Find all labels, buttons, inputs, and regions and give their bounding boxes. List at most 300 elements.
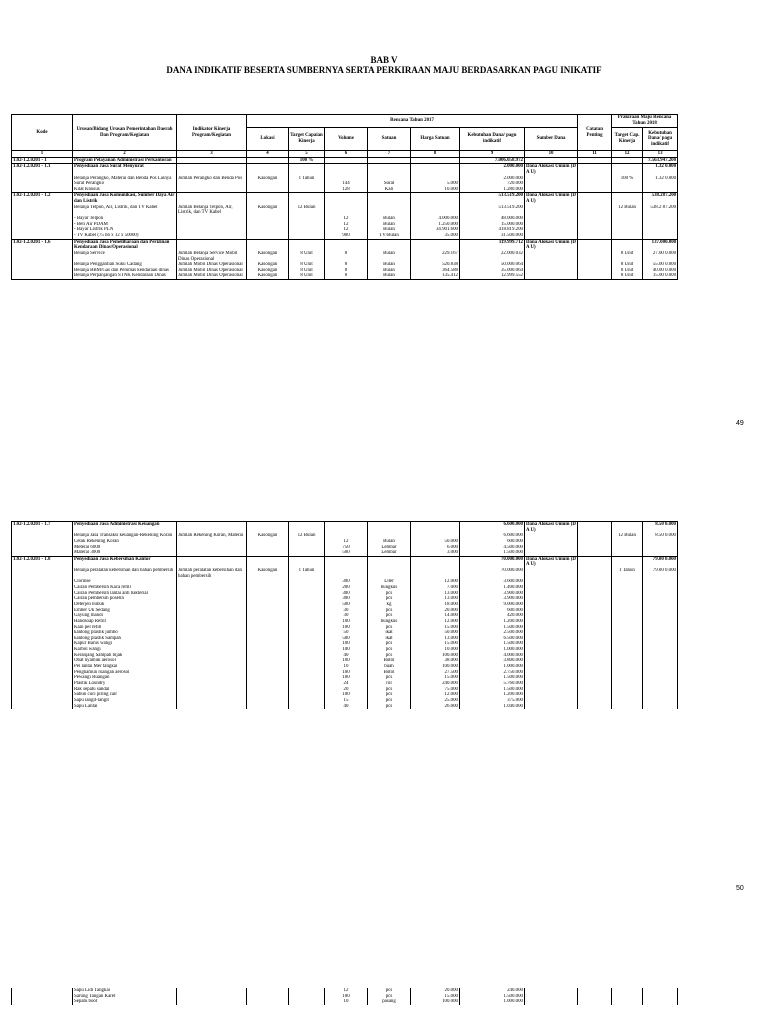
table-row [12,568,678,579]
cell-target: 8 Unit [289,268,325,274]
cell-sumber [525,273,578,279]
cell-kebutuhan-2018: 1.32 0.000 [643,164,678,176]
cell-kebutuhan: 600.000 [460,539,525,545]
cell-volume: 300 [325,579,368,585]
cell-urusan: Materai 3000 [73,550,177,556]
cell-kebutuhan: 4.500.000 [460,545,525,551]
cell-satuan: TV/Bulan [368,233,411,239]
cell-urusan: Sapu Lantai [73,704,177,710]
cell-urusan: - TV Kabel (75 bh x 12 x 50000) [73,233,177,239]
col-number: 10 [525,151,578,158]
budget-table-page-3 [11,988,678,1005]
cell-sumber [525,704,578,710]
col-catatan: Catatan Penting [578,115,612,151]
cell-satuan: kg [368,602,411,608]
cell-harga: 50.000 [411,630,460,636]
cell-satuan [368,193,411,205]
cell-harga: 38.000 [411,658,460,664]
cell-volume: 12 [325,227,368,233]
cell-kebutuhan: 600.000 [460,608,525,614]
cell-target [289,239,325,251]
cell-sumber: Dana Alokasi Umum (D A U) [526,239,576,251]
cell-urusan: Cairan pembersih poselin [73,596,177,602]
cell-satuan: bungkus [368,619,411,625]
cell-harga: 100.000 [411,999,460,1005]
cell-target-cap [612,164,643,176]
cell-harga: 50.000 [411,539,460,545]
cell-kebutuhan-2018: 7.563.947.200 [643,157,678,164]
cell-lokasi [247,193,289,205]
cell-catatan [578,522,612,534]
cell-urusan: Handsoap Refill [73,619,177,625]
cell-harga: 14.000 [411,613,460,619]
cell-lokasi [247,522,289,534]
cell-volume: 8 [325,273,368,279]
cell-urusan: Meterai 6000 [73,545,177,551]
col-kode: Kode [12,115,73,151]
cell-volume: 24 [325,681,368,687]
table-row [12,239,678,251]
table-row [12,193,678,205]
cell-urusan: Pewangi Ruangan [73,675,177,681]
col-urusan: Urusan/Bidang Urusan Pemerintahan Daerah Dan Program/Kegiatan [73,115,177,151]
cell-target: 1 Tahun [289,176,325,182]
col-number: 11 [578,151,612,158]
cell-harga [411,205,460,216]
cell-target: 8 Unit [289,262,325,268]
cell-volume: 100 [325,647,368,653]
col-indikator: Indikator Kinerja Program/Kegiatan [177,115,247,151]
cell-harga [411,157,460,164]
cell-volume: 12 [325,539,368,545]
cell-urusan: Gayung mandi [73,613,177,619]
cell-indikator: Jumlah Rekening Koran, Materai [177,533,247,539]
cell-urusan: Program Pelayanan Administrasi Perkantoran [73,157,177,164]
cell-kebutuhan: 240.000 [460,988,525,994]
cell-volume: 100 [325,658,368,664]
cell-catatan [578,239,612,251]
cell-volume: 100 [325,641,368,647]
cell-kebutuhan: 3.900.000 [460,596,525,602]
cell-kebutuhan: 6.600.000 [460,522,525,534]
cell-satuan: pcs [368,591,411,597]
cell-harga: 15.000 [411,994,460,1000]
cell-urusan: Rak sepatu sandal [73,687,177,693]
chapter-title: DANA INDIKATIF BESERTA SUMBERNYA SERTA PERKIRAAN MAJU BERDASARKAN PAGU INIKATIF [166,65,602,75]
cell-harga: 229.167 [411,251,460,262]
cell-target-cap [612,556,643,568]
cell-volume: 750 [325,545,368,551]
cell-target [289,704,325,710]
cell-target-cap [612,193,643,205]
cell-satuan: pcs [368,608,411,614]
cell-kebutuhan: 9.000.000 [460,602,525,608]
cell-urusan: - Beli Air PDAM [73,222,177,228]
cell-kebutuhan-2018: 79.00 0.000 [643,556,678,568]
cell-satuan [368,164,411,176]
cell-kebutuhan: 4.000.000 [460,653,525,659]
cell-satuan: pcs [368,988,411,994]
cell-harga: 240.000 [411,681,460,687]
cell-kebutuhan-2018: 137.000.000 [643,239,678,251]
cell-catatan [578,273,612,279]
cell-target-cap: 12 Bulan [612,533,643,539]
cell-kebutuhan-2018: 40.00 0.000 [643,268,678,274]
page-number: 49 [736,420,744,427]
cell-volume: 12 [325,216,368,222]
cell-lokasi: Kasongan [247,273,289,279]
cell-kebutuhan-2018: 79.00 0.000 [643,568,678,579]
cell-kebutuhan: 2.000.000 [460,164,525,176]
cell-lokasi [247,239,289,251]
cell-harga: 13.000 [411,596,460,602]
cell-urusan: Cairan Pembersih Kaca refill [73,585,177,591]
cell-kebutuhan: 7.006.058.972 [460,157,525,164]
cell-harga: 13.000 [411,591,460,597]
cell-kebutuhan: 6.600.000 [460,533,525,539]
cell-satuan: pcs [368,647,411,653]
table-row [12,205,678,216]
cell-urusan: Cetak Rekening Koran [73,539,177,545]
cell-kebutuhan: 1.400.000 [460,585,525,591]
cell-kebutuhan: 2.000.000 [460,176,525,182]
cell-volume [325,522,368,534]
cell-volume [325,205,368,216]
cell-volume: 500 [325,602,368,608]
cell-lokasi: Kasongan [247,268,289,274]
cell-urusan: Keranjang Sampah bijak [73,653,177,659]
cell-urusan: Clorinse [73,579,177,585]
cell-sumber: Dana Alokasi Umum (D A U) [526,556,576,568]
cell-kebutuhan: 1.280.000 [460,187,525,193]
cell-kebutuhan: 22.000.032 [460,251,525,262]
cell-satuan: ikat [368,630,411,636]
cell-kebutuhan: 2.750.000 [460,670,525,676]
cell-kode: 1.02-1.2.0201 - 1.6 [12,239,73,251]
cell-satuan: Bulan [368,222,411,228]
budget-table-page-1 [11,114,678,280]
cell-harga: 15.000 [411,641,460,647]
cell-volume: 100 [325,692,368,698]
cell-satuan: Kali [368,187,411,193]
col-satuan: Satuan [368,128,411,151]
cell-harga: 12.000 [411,579,460,585]
cell-volume [325,568,368,579]
cell-satuan [368,556,411,568]
cell-target-cap: 12 Bulan [612,205,643,216]
cell-urusan: Sapu langit-langit [73,698,177,704]
cell-kode [12,704,73,710]
cell-lokasi [247,704,289,710]
table-body [12,988,678,1005]
cell-satuan: pcs [368,653,411,659]
cell-lokasi [247,164,289,176]
cell-volume: 50 [325,630,368,636]
cell-satuan [368,157,411,164]
cell-satuan: pcs [368,994,411,1000]
cell-satuan: pcs [368,698,411,704]
cell-kebutuhan: 1.500.000 [460,625,525,631]
cell-kebutuhan: 2.500.000 [460,630,525,636]
cell-harga: 18.000 [411,602,460,608]
cell-target-cap: 1 Tahun [612,568,643,579]
cell-kebutuhan: 3.800.000 [460,658,525,664]
cell-urusan: Kilat Khusus [73,187,177,193]
cell-satuan: pcs [368,596,411,602]
cell-urusan: Belanja Jasa Transaksi keuangan-Rekening Koran [73,533,177,539]
cell-urusan: - Bayar Telpon [73,216,177,222]
cell-kebutuhan: 12.999.552 [460,273,525,279]
cell-volume: 100 [325,625,368,631]
cell-volume [325,164,368,176]
table-row [12,251,678,262]
cell-target: 12 Bulan [289,533,325,539]
cell-volume: 12 [325,222,368,228]
cell-urusan: Sabun cuci piring cair [73,692,177,698]
cell-indikator: Jumlah Mobil Dinas Operasional [177,268,247,274]
cell-kebutuhan: 50.000.064 [460,262,525,268]
cell-urusan: Belanja Telpon, Air, Listrik, dan TV Kabel [73,205,177,216]
cell-catatan [578,193,612,205]
cell-target: 8 Unit [289,273,325,279]
cell-sumber: Dana Alokasi Umum (D A U) [526,522,576,533]
cell-kebutuhan: 119.999.712 [460,239,525,251]
cell-satuan: Bulan [368,251,411,262]
cell-harga: 10.000 [411,187,460,193]
col-kebutuhan-2018: Kebutuhan Dana/ pagu indikatif [643,128,678,151]
col-number: 4 [247,151,289,158]
cell-kebutuhan: 420.000 [460,613,525,619]
cell-volume: 100 [325,670,368,676]
table-row [12,164,678,176]
cell-satuan [368,522,411,534]
cell-sumber [525,251,578,262]
cell-target: 100 % [289,157,325,164]
cell-volume [325,193,368,205]
cell-kebutuhan-2018: 27.00 0.000 [643,251,678,262]
cell-target-cap [612,157,643,164]
cell-volume: 40 [325,704,368,710]
cell-urusan: Penyediaan Jasa Komunikasi, Sumber Daya Air dan Listrik [73,193,177,205]
cell-kebutuhan: 5.760.000 [460,681,525,687]
table-row [12,522,678,534]
cell-urusan: Kain pel refill [73,625,177,631]
cell-indikator [177,164,247,176]
table-row [12,157,678,164]
col-rencana: Rencana Tahun 2017 [247,115,578,128]
cell-kebutuhan: 1.200.000 [460,619,525,625]
cell-target [289,522,325,534]
cell-volume: 12 [325,988,368,994]
cell-target-cap: 8 Unit [612,251,643,262]
cell-satuan: Bulan [368,273,411,279]
cell-satuan: ikat [368,636,411,642]
cell-volume: 20 [325,687,368,693]
cell-urusan: Penyediaan Jasa Administrasi Keuangan [73,522,177,534]
cell-volume: 30 [325,608,368,614]
cell-kebutuhan: 1.040.000 [460,704,525,710]
cell-target: 1 Tahun [289,568,325,579]
cell-kebutuhan: 1.000.000 [460,999,525,1005]
cell-urusan: Plastik Loundry [73,681,177,687]
cell-target-cap: 100 % [612,176,643,182]
cell-harga: 15.000 [411,625,460,631]
cell-satuan: Botol [368,670,411,676]
cell-catatan [578,205,612,216]
cell-satuan: Liter [368,579,411,585]
cell-urusan: Penyediaan Jasa Pemeliharaan dan Perizinan Kendaraan Dinas/Operasional [73,239,177,251]
cell-kode [12,251,73,262]
cell-harga: 1.250.000 [411,222,460,228]
cell-kebutuhan-2018 [643,704,678,710]
cell-satuan: pcs [368,641,411,647]
cell-kebutuhan-2018: 538.2 87.200 [643,205,678,216]
col-number: 5 [289,151,325,158]
cell-sumber [525,568,578,579]
cell-catatan [578,568,612,579]
cell-volume: 30 [325,613,368,619]
cell-kebutuhan-2018: 8.50 0.000 [643,533,678,539]
cell-harga: 7.000 [411,585,460,591]
cell-urusan: Penyediaan Jasa Kebersihan Kantor [73,556,177,568]
cell-target [289,556,325,568]
cell-lokasi: Kasongan [247,251,289,262]
cell-indikator: Jumlah Mobil Dinas Operasional [177,262,247,268]
col-number: 8 [411,151,460,158]
cell-satuan: Surat [368,181,411,187]
cell-kebutuhan: 31.500.000 [460,233,525,239]
cell-urusan: Cairan Pembersih lantai anti bakterial [73,591,177,597]
cell-urusan: Belanja BBM/Gas dan Pelumas kendaraan dinas [73,268,177,274]
cell-kebutuhan-2018: 538.287.200 [643,193,678,205]
cell-satuan: Lembar [368,545,411,551]
cell-kebutuhan-2018 [643,999,678,1005]
cell-indikator [177,193,247,205]
cell-harga [411,556,460,568]
col-number: 13 [643,151,678,158]
cell-kebutuhan: 418.819.200 [460,227,525,233]
cell-volume: 10 [325,999,368,1005]
cell-lokasi [247,999,289,1005]
budget-table-page-2 [11,521,678,709]
cell-kebutuhan: 70.000.000 [460,556,525,568]
cell-satuan: Botol [368,658,411,664]
cell-indikator [177,556,247,568]
cell-kode: 1.02-1.2.0201 - 1.2 [12,193,73,205]
cell-kebutuhan: 1.500.000 [460,675,525,681]
cell-satuan: pasang [368,999,411,1005]
page-number: 50 [736,885,744,892]
table-row [12,273,678,279]
col-kebutuhan: Kebutuhan Dana/ pagu indikatif [460,128,525,151]
cell-sumber: Dana Alokasi Umum (D A U) [526,164,576,175]
cell-urusan: Sepatu boot [73,999,177,1005]
cell-urusan: Belanja Perangko, Materai dan Benda Pos Lainya [73,176,177,182]
cell-urusan: Karbol wangi [73,647,177,653]
cell-harga [411,239,460,251]
cell-kode [12,205,73,216]
cell-target-cap: 8 Unit [612,268,643,274]
cell-kebutuhan-2018: 8.50 0.000 [643,522,678,534]
cell-urusan: Belanja Service [73,251,177,262]
cell-satuan: Bulan [368,539,411,545]
cell-catatan [578,164,612,176]
cell-satuan: rol [368,681,411,687]
cell-indikator [177,704,247,710]
col-target-cap: Target Cap. Kinerja [612,128,643,151]
cell-volume: 100 [325,994,368,1000]
cell-sumber [525,205,578,216]
cell-urusan: Obat nyamuk aerosol [73,658,177,664]
cell-urusan: Penghamun ruangan aerosol [73,670,177,676]
table-row [12,704,678,710]
cell-harga: 10.000 [411,647,460,653]
cell-target: 12 Bulan [289,205,325,216]
cell-catatan [578,251,612,262]
cell-satuan: pcs [368,675,411,681]
cell-harga: 100.000 [411,653,460,659]
cell-target-cap [612,239,643,251]
col-number: 1 [12,151,73,158]
col-volume: Volume [325,128,368,151]
cell-urusan: Surat Perangko [73,181,177,187]
cell-volume: 128 [325,187,368,193]
cell-target-cap: 8 Unit [612,273,643,279]
cell-volume: 144 [325,181,368,187]
cell-harga: 20.000 [411,608,460,614]
cell-volume: 15 [325,698,368,704]
cell-urusan: Sapu Lidi Tangkai [73,988,177,994]
cell-volume [325,556,368,568]
col-number: 6 [325,151,368,158]
cell-indikator: Jumlah Belanja Telpon, Air, Listrik, dan TV Kabel [177,205,247,216]
chapter-label: BAB V [370,55,398,65]
cell-harga [411,193,460,205]
cell-lokasi: Kasongan [247,262,289,268]
cell-sumber [525,999,578,1005]
cell-harga: 13.000 [411,636,460,642]
cell-kode [12,568,73,579]
cell-volume: 500 [325,636,368,642]
cell-kebutuhan: 1.500.000 [460,641,525,647]
cell-harga: 100.000 [411,664,460,670]
cell-urusan: Belanja peralatan kebersihan dan bahan pembersih [73,568,177,579]
col-lokasi: Lokasi [247,128,289,151]
cell-harga: 4.000.000 [411,216,460,222]
cell-catatan [578,556,612,568]
cell-volume [325,157,368,164]
cell-harga: 520.838 [411,262,460,268]
cell-volume: 200 [325,585,368,591]
table-row [12,556,678,568]
cell-kebutuhan: 513.519.200 [460,205,525,216]
cell-kode [12,273,73,279]
cell-volume: 40 [325,653,368,659]
cell-kode [12,999,73,1005]
cell-indikator: Jumlah peralatan kebersihan dan bahan pembersih [177,568,247,579]
cell-kebutuhan: 35.000.064 [460,268,525,274]
col-number: 9 [460,151,525,158]
cell-target [289,999,325,1005]
cell-target-cap [612,522,643,534]
cell-sumber [525,157,578,164]
cell-urusan: - Bayar Listrik PLN [73,227,177,233]
col-harga: Harga Satuan [411,128,460,151]
cell-volume: 8 [325,268,368,274]
cell-volume: 8 [325,262,368,268]
cell-satuan: Lembar [368,550,411,556]
cell-harga: 35.000 [411,233,460,239]
